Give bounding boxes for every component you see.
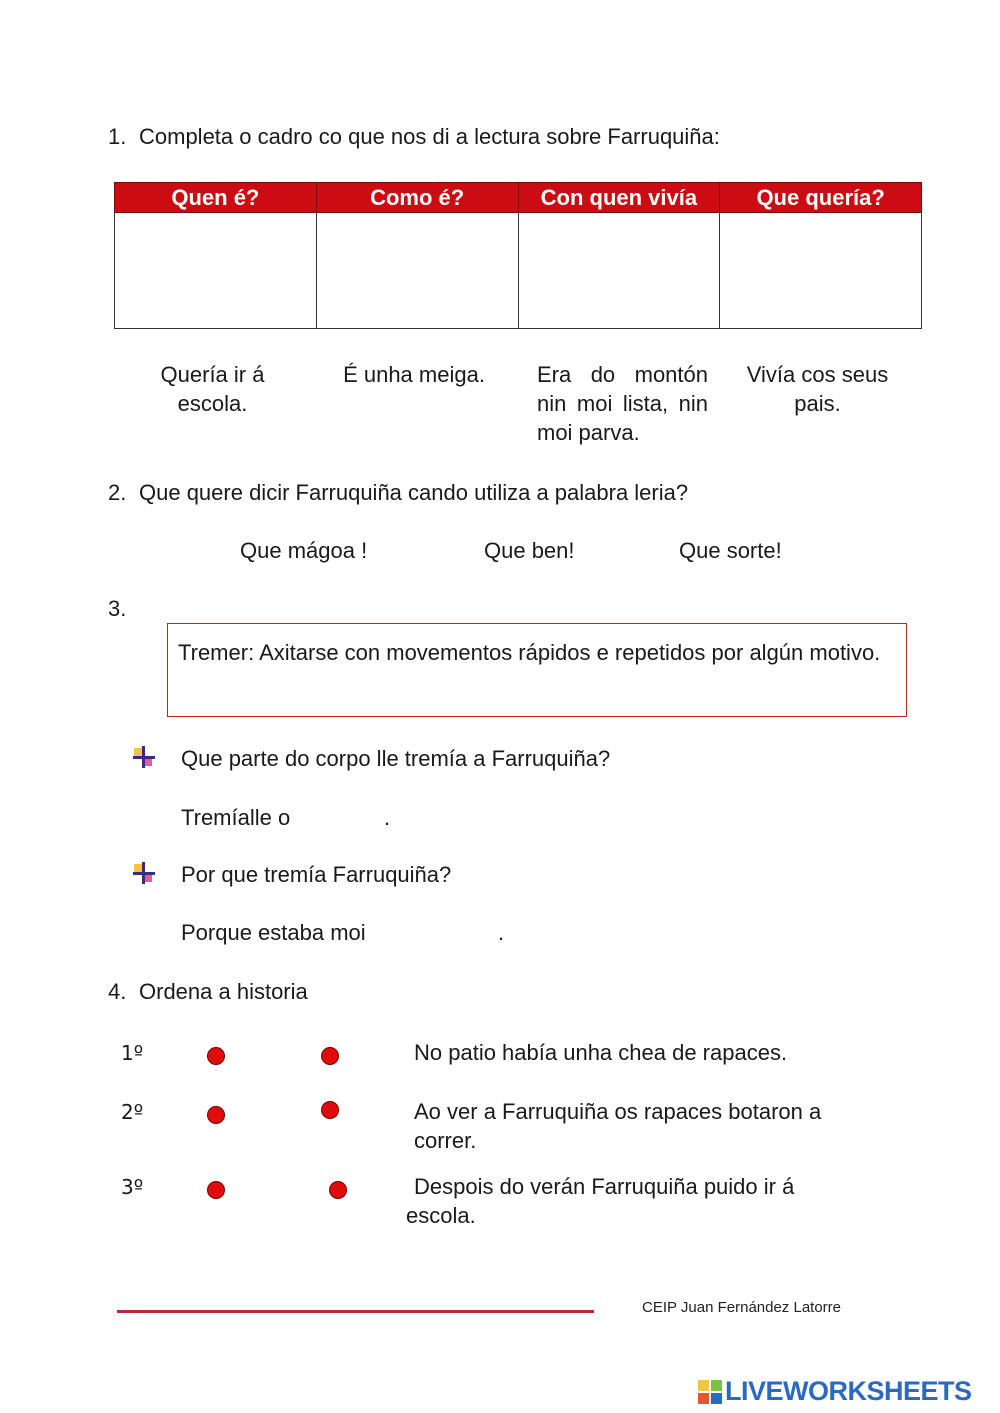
question-4-title	[108, 979, 308, 1005]
sentence-1: No patio había unha chea de rapaces.	[414, 1040, 788, 1065]
match-dot[interactable]	[321, 1101, 339, 1119]
school-name: CEIP Juan Fernández Latorre	[642, 1299, 842, 1316]
footer-line	[117, 1310, 594, 1313]
q3-question-2: Por que tremía Farruquiña?	[181, 862, 452, 887]
q3-answer-2-suffix: .	[498, 920, 505, 945]
header-quen: Quen é?	[115, 183, 317, 213]
order-label-1: 1º	[121, 1041, 144, 1065]
sentence-2: Ao ver a Farruquiña os rapaces botaron a correr.	[414, 1099, 822, 1153]
option-sorte[interactable]: Que sorte!	[679, 538, 782, 563]
match-dot[interactable]	[207, 1106, 225, 1124]
order-label-3: 3º	[121, 1175, 144, 1199]
question-number: 2.	[108, 480, 127, 505]
definition-text: Tremer: Axitarse con movementos rápidos e repetidos por algún motivo.	[178, 640, 881, 665]
bullet-icon	[131, 861, 157, 887]
answer-2-input[interactable]	[396, 915, 496, 947]
q3-question-1: Que parte do corpo lle tremía a Farruquiña?	[181, 746, 611, 771]
bullet-icon	[131, 745, 157, 771]
liveworksheets-logo-icon	[698, 1380, 722, 1404]
q3-answer-2-prefix: Porque estaba moi	[181, 920, 366, 945]
answer-table	[114, 182, 922, 329]
header-que-queria: Que quería?	[720, 183, 922, 213]
question-text: Ordena a historia	[139, 979, 308, 1004]
match-dot[interactable]	[329, 1181, 347, 1199]
question-1-title	[108, 124, 720, 150]
drop-cell-con-quen[interactable]	[518, 213, 720, 329]
q3-answer-1-suffix: .	[384, 805, 391, 830]
question-text: Completa o cadro co que nos di a lectura sobre Farruquiña:	[139, 124, 720, 149]
question-3-number: 3.	[108, 596, 127, 621]
drop-cell-que-queria[interactable]	[720, 213, 922, 329]
match-dot[interactable]	[207, 1181, 225, 1199]
liveworksheets-logo[interactable]: LIVEWORKSHEETS	[725, 1376, 972, 1406]
definition-box	[167, 623, 907, 717]
option-ben[interactable]: Que ben!	[484, 538, 575, 563]
header-con-quen: Con quen vivía	[518, 183, 720, 213]
question-text: Que quere dicir Farruquiña cando utiliza a palabra leria?	[139, 480, 689, 505]
option-queria-ir[interactable]: Quería ir á escola.	[160, 362, 265, 416]
order-label-2: 2º	[121, 1100, 144, 1124]
match-dot[interactable]	[321, 1047, 339, 1065]
match-dot[interactable]	[207, 1047, 225, 1065]
drop-cell-como[interactable]	[316, 213, 518, 329]
q3-answer-1-prefix: Tremíalle o	[181, 805, 291, 830]
sentence-3: Despois do verán Farruquiña puido ir á escola.	[406, 1174, 795, 1228]
option-magoa[interactable]: Que mágoa !	[240, 538, 368, 563]
question-number: 1.	[108, 124, 127, 149]
option-meiga[interactable]: É unha meiga.	[343, 362, 485, 387]
option-monton[interactable]: Era do montón nin moi lista, nin moi parva.	[537, 362, 708, 445]
header-como: Como é?	[316, 183, 518, 213]
question-number: 4.	[108, 979, 127, 1004]
question-2-title	[108, 480, 688, 506]
drop-cell-quen[interactable]	[115, 213, 317, 329]
answer-1-input[interactable]	[310, 800, 382, 832]
option-pais[interactable]: Vivía cos seus pais.	[746, 362, 889, 416]
